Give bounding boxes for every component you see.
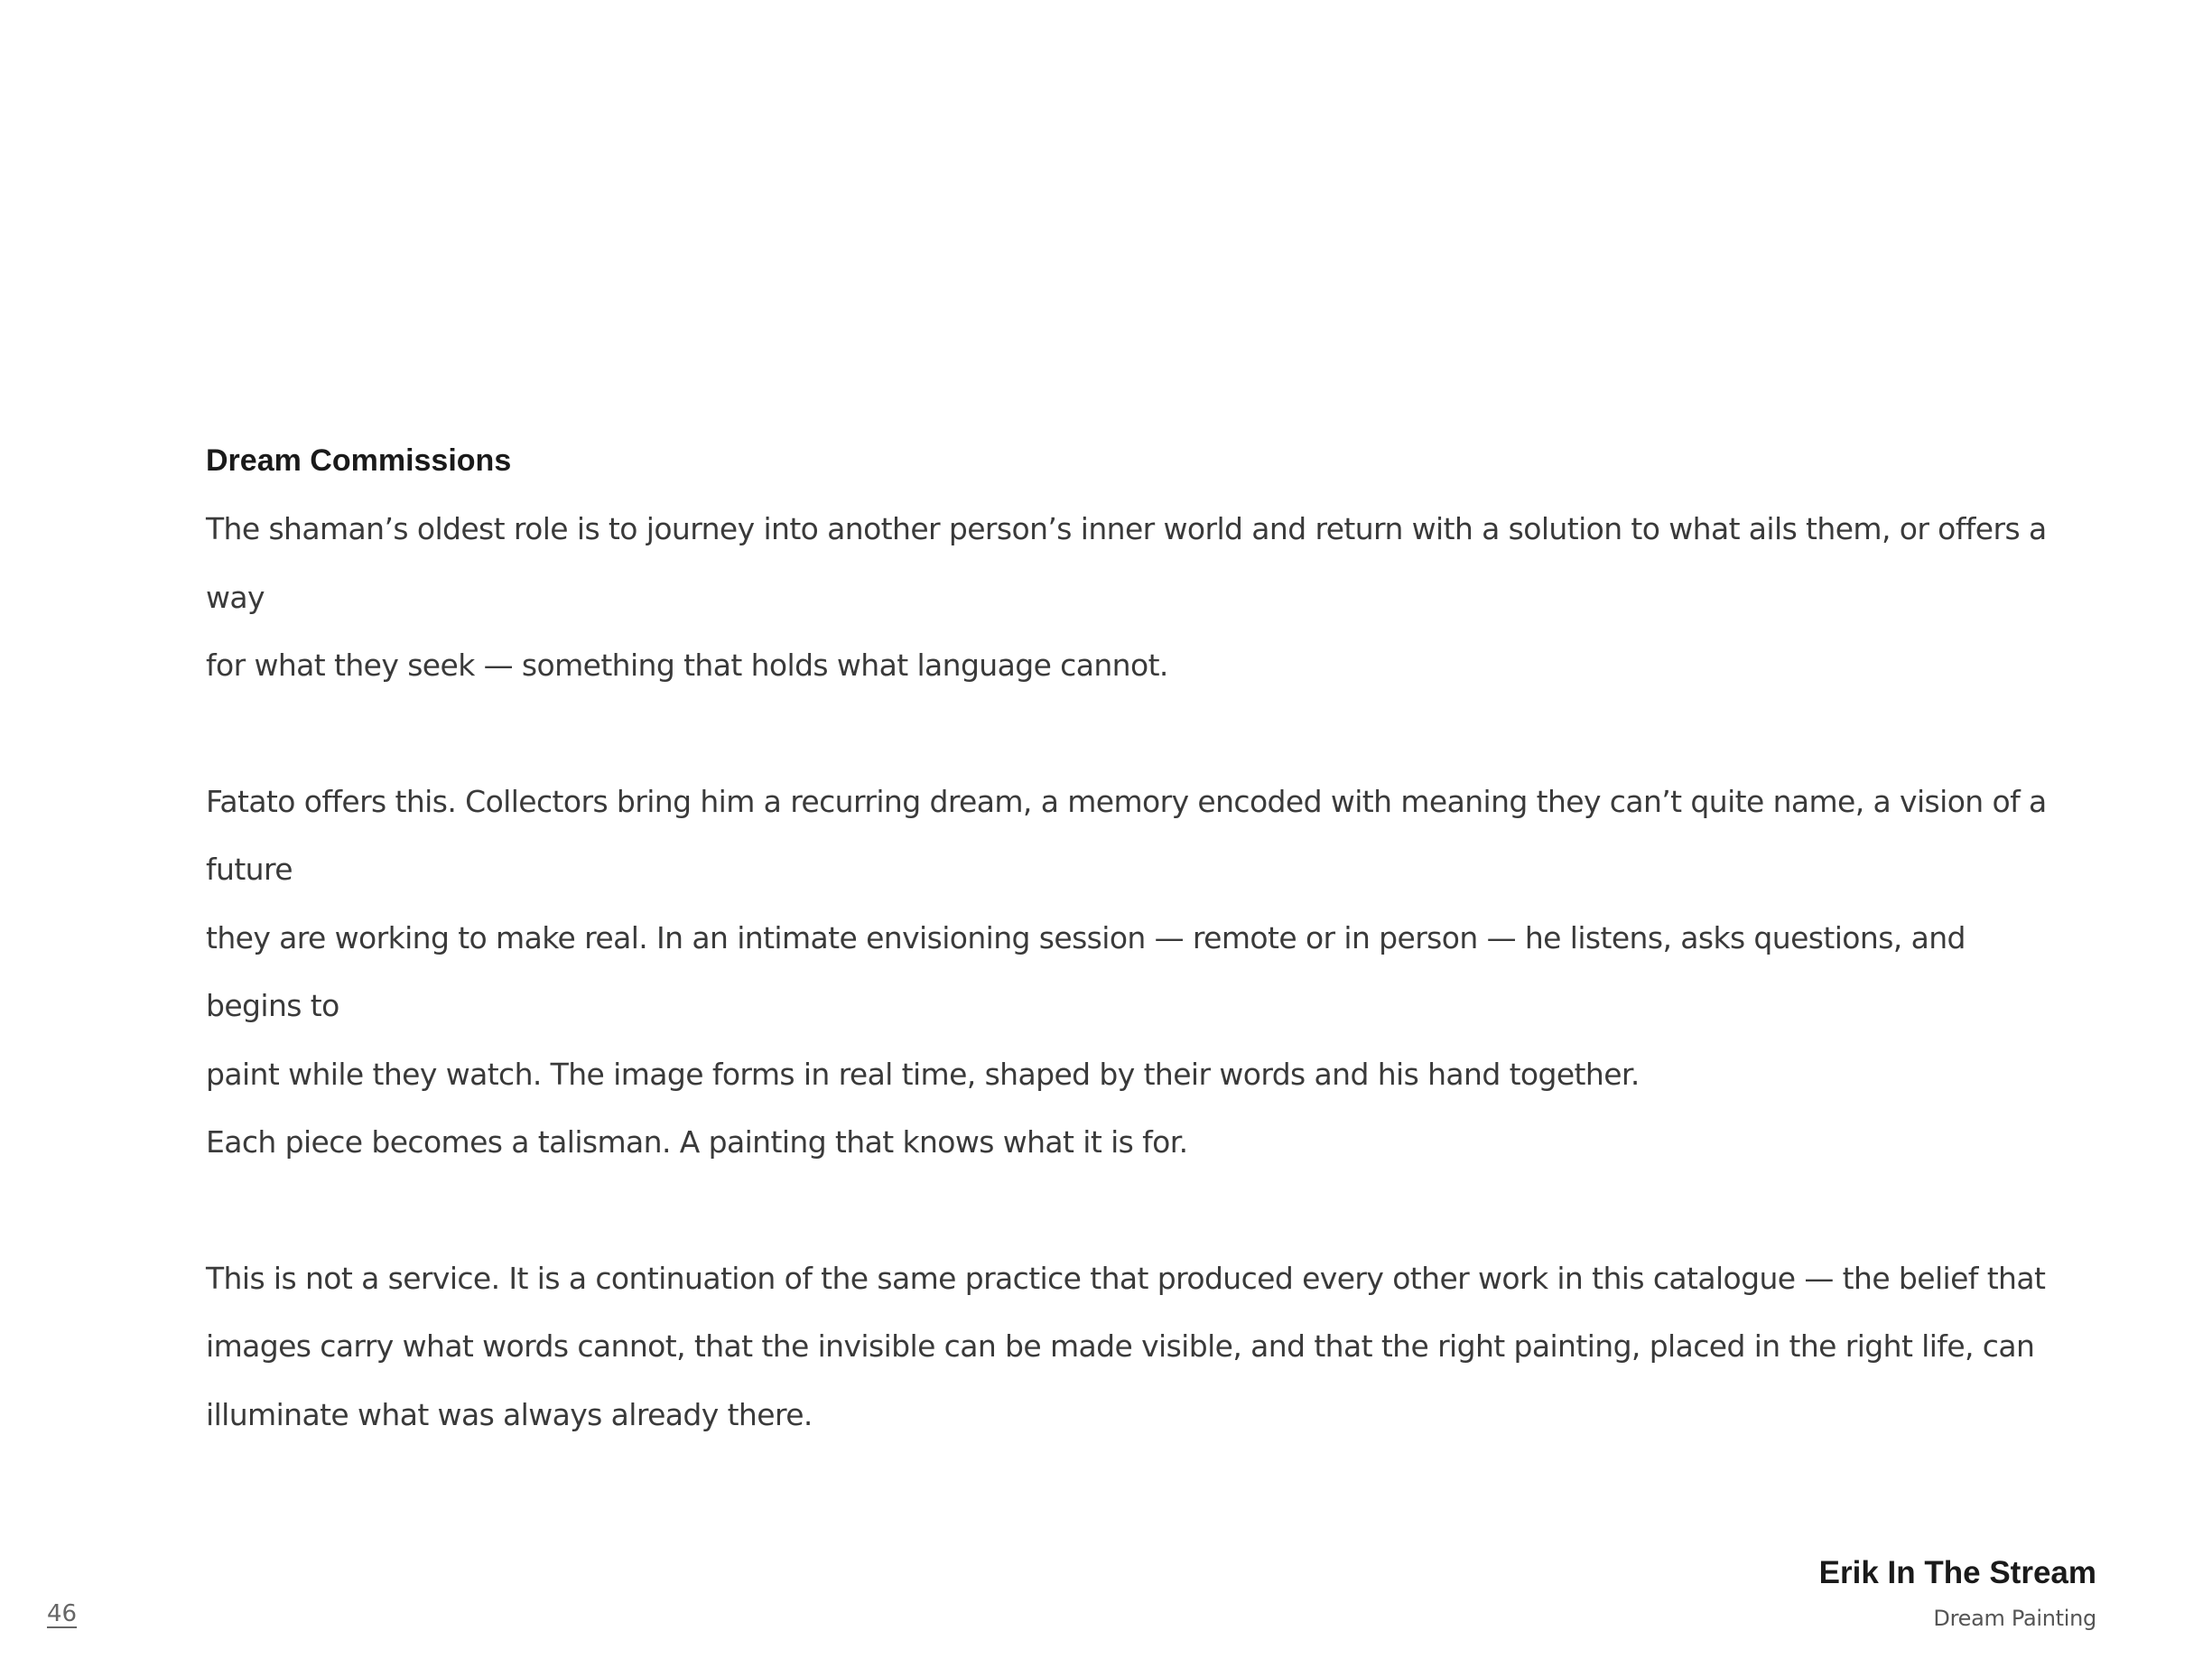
- paragraph-2: [206, 768, 2048, 1177]
- paragraph-line: The shaman’s oldest role is to journey into another person’s inner world and return with a solution to what ails them, or offers a way: [206, 511, 2047, 615]
- paragraph-line: This is not a service. It is a continuation of the same practice that produced every other work in this catalogue — the belief that: [206, 1260, 2046, 1296]
- paragraph-line: illuminate what was always already there.: [206, 1396, 813, 1432]
- section-heading: Dream Commissions: [206, 443, 512, 478]
- paragraph-spacer: [206, 700, 2048, 768]
- page-number: 46: [47, 1600, 78, 1627]
- paragraph-line: Fatato offers this. Collectors bring him a recurring dream, a memory encoded with meaning they can’t quite name, a vision of a future: [206, 783, 2047, 887]
- paragraph-line: Each piece becomes a talisman. A painting that knows what it is for.: [206, 1124, 1188, 1160]
- paragraph-line: for what they seek — something that holds what language cannot.: [206, 648, 1168, 683]
- paragraph-line: images carry what words cannot, that the invisible can be made visible, and that the right painting, placed in the right life, can: [206, 1328, 2035, 1364]
- main-content: [206, 441, 2048, 1449]
- paragraph-line: paint while they watch. The image forms in real time, shaped by their words and his hand together.: [206, 1056, 1640, 1092]
- footer-subtitle: Dream Painting: [1933, 1606, 2096, 1631]
- footer-title: Erik In The Stream: [1818, 1555, 2096, 1590]
- paragraph-line: they are working to make real. In an intimate envisioning session — remote or in person — he listens, asks questions, and begins to: [206, 919, 1966, 1023]
- paragraph-1: [206, 495, 2048, 700]
- paragraph-3: [206, 1244, 2048, 1449]
- paragraph-spacer: [206, 1177, 2048, 1244]
